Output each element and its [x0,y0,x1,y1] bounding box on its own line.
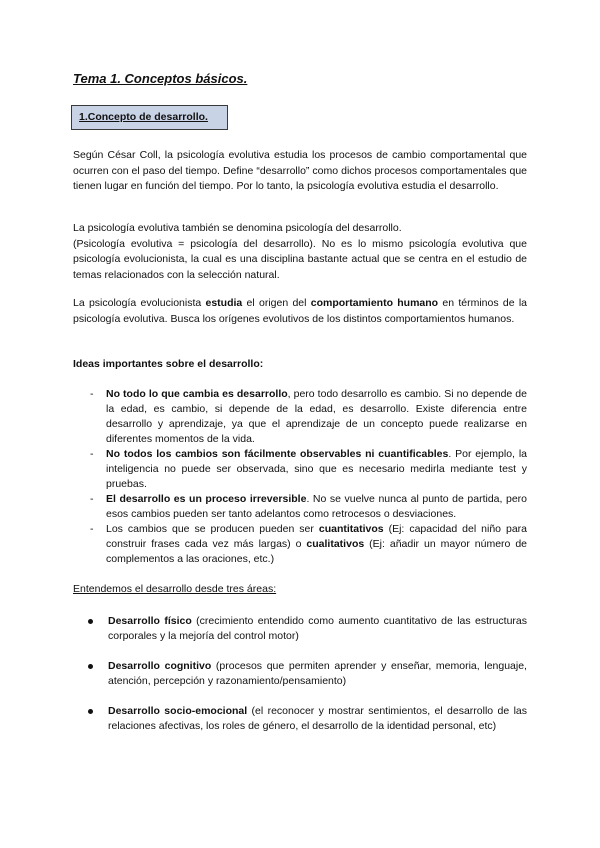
area-bold: Desarrollo cognitivo [108,660,212,672]
section-heading: 1.Concepto de desarrollo. [79,111,208,123]
list-item [86,387,527,447]
paragraph-definition: Según César Coll, la psicología evolutiva estudia los procesos de cambio comportamental que ocurren con el paso del tiempo. Define “desarrollo” como dichos procesos comportamentales que tienen lugar en función del tiempo. Por lo tanto, la psicología evolutiva estudia el desarrollo. [73,149,527,192]
p3-bold-1: estudia [205,297,243,309]
bullet-icon [88,619,93,624]
area-bold: Desarrollo socio-emocional [108,705,248,717]
idea-bold: No todos los cambios son fácilmente observables ni cuantificables [106,448,449,460]
document-title: Tema 1. Conceptos básicos. [73,71,248,86]
idea-text: . Por ejemplo, la inteligencia no puede ser observada, sino que es necesario medirla mediante test y pruebas. [106,448,527,490]
idea-text: . No se vuelve nunca al punto de partida, pero esos cambios pueden ser tanto adelantos como retrocesos o desviaciones. [106,493,528,520]
p3-bold-2: comportamiento humano [310,297,439,309]
idea-text: Los cambios que se producen pueden ser [106,523,319,535]
p3-text-2: el origen del [242,297,311,309]
areas-list [84,614,527,749]
list-item [86,492,527,522]
idea-bold: cualitativos [306,538,365,550]
area-text: (procesos que permiten aprender y enseñar, memoria, lenguaje, atención, percepción y razonamiento/pensamiento) [108,660,527,687]
list-item [86,447,527,492]
area-bold: Desarrollo físico [108,615,192,627]
bullet-icon [88,664,93,669]
area-text: (crecimiento entendido como aumento cuantitativo de las estructuras corporales y la mejoría del control motor) [108,615,527,642]
dash-marker: - [90,523,94,535]
p3-text-1: La psicología evolucionista [73,297,206,309]
areas-heading: Entendemos el desarrollo desde tres áreas: [73,583,277,595]
paragraph-synonym-line1: La psicología evolutiva también se denomina psicología del desarrollo. [73,222,402,234]
idea-bold: cuantitativos [318,523,384,535]
paragraph-synonym-rest: (Psicología evolutiva = psicología del desarrollo). No es lo mismo psicología evolutiva que psicología evolucionista, la cual es una disciplina bastante actual que se centra en el estudio de temas relacionados con la selección natural. [73,237,527,281]
idea-bold: No todo lo que cambia es desarrollo [106,388,288,400]
idea-text: , pero todo desarrollo es cambio. Si no depende de la edad, es cambio, si depende de la edad, es desarrollo. Existe diferencia entre desarrollo y aprendizaje, ya que el aprendizaje de un concepto puede realizarse en diferentes momentos de la vida. [106,388,527,445]
paragraph-evolucionista [73,296,527,327]
area-text: (el reconocer y mostrar sentimientos, el desarrollo de las relaciones afectivas, los roles de género, el desarrollo de la identidad personal, etc) [108,705,527,732]
dash-marker: - [90,448,94,460]
p3-text-3: en términos de la psicología evolutiva. Busca los orígenes evolutivos de los distintos comportamientos humanos. [73,297,527,325]
dash-marker: - [90,388,94,400]
ideas-heading: Ideas importantes sobre el desarrollo: [73,358,264,370]
list-item [84,704,527,734]
bullet-icon [88,709,93,714]
ideas-list [86,387,527,567]
idea-text: (Ej: capacidad del niño para construir frases cada vez más largas) o [106,523,527,550]
paragraph-synonym [73,221,527,283]
idea-text: (Ej: añadir un mayor número de complementos a las oraciones, etc.) [106,538,528,565]
dash-marker: - [90,493,94,505]
list-item [86,522,527,567]
list-item [84,659,527,689]
section-heading-box [71,105,228,130]
idea-bold: El desarrollo es un proceso irreversible [106,493,307,505]
list-item [84,614,527,644]
